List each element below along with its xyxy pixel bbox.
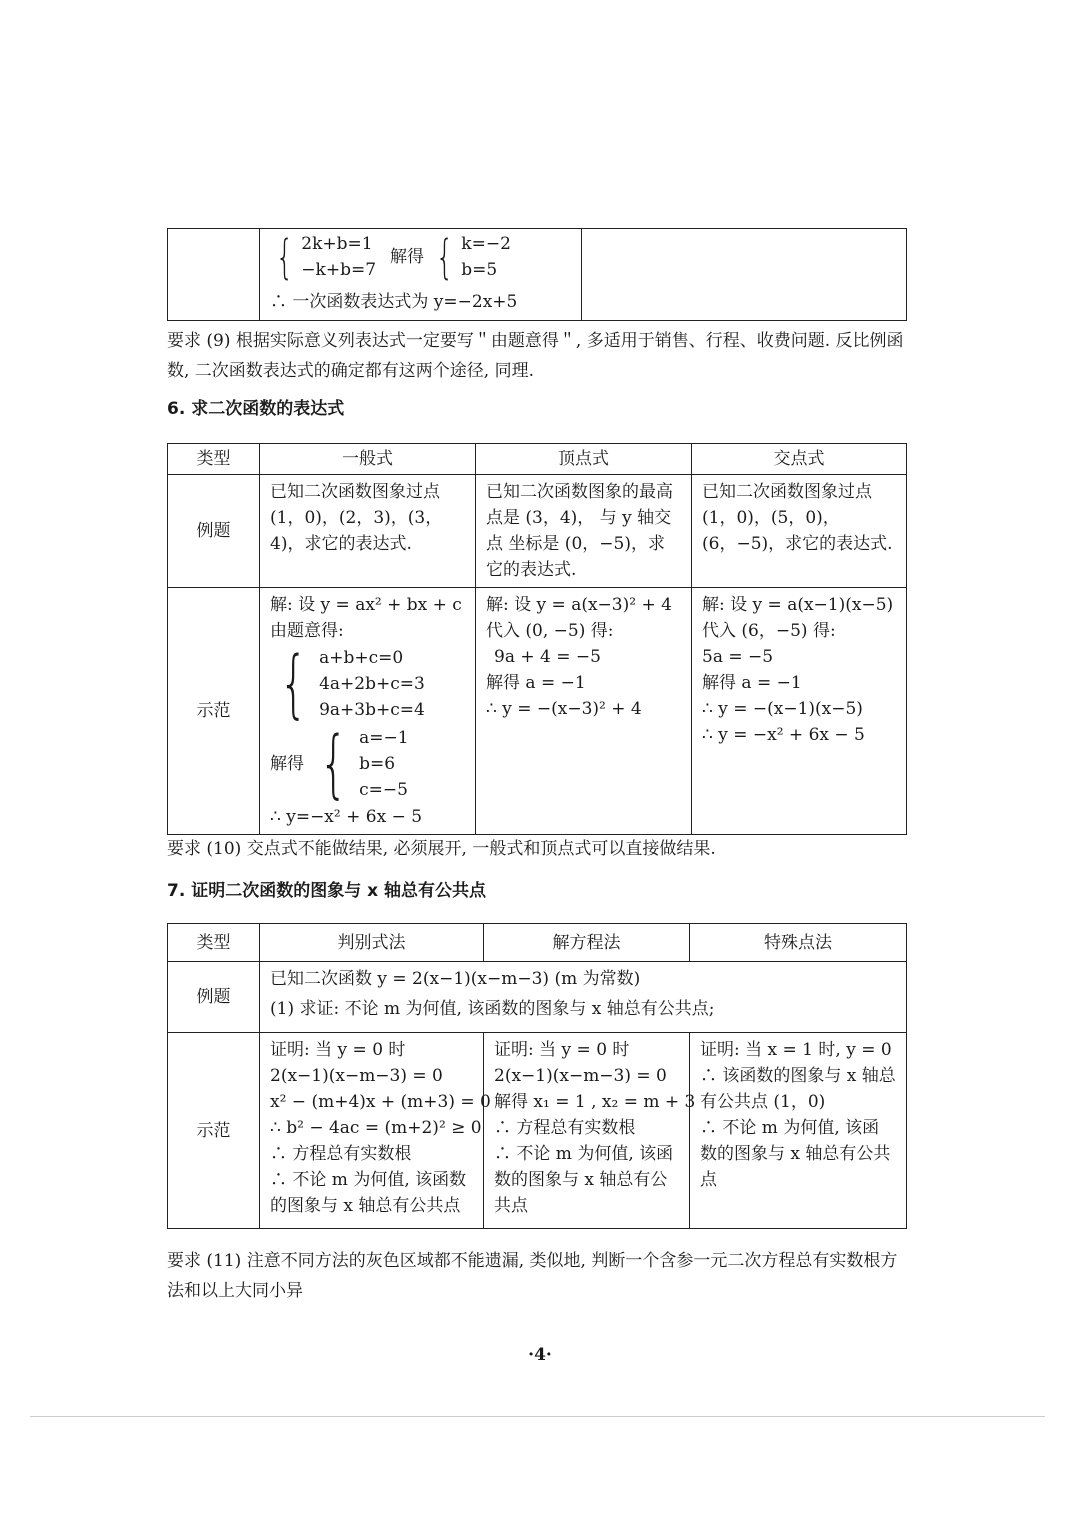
demo-solve-equation (484, 1033, 696, 1229)
header-general: 一般式 (260, 444, 476, 475)
solution-system (270, 721, 465, 807)
solution-cell (260, 229, 582, 321)
section-6-heading: 6. 求二次函数的表达式 (167, 399, 345, 419)
demo-line: 解: 设 y = a(x−1)(x−5) (702, 595, 894, 615)
empty-cell (168, 229, 260, 321)
page-number: ·4· (528, 1345, 552, 1365)
demo-line: 证明: 当 y = 0 时 (494, 1040, 630, 1060)
requirement-9: 要求 (9) 根据实际意义列表达式一定要写＂由题意得＂, 多适用于销售、行程、收费问题. 反比例函数, 二次函数表达式的确定都有这两个途径, 同理. (167, 331, 904, 381)
solution: b=6 (359, 754, 396, 774)
quadratic-expression-table (167, 443, 907, 835)
demo-line: 解: 设 y = ax² + bx + c (270, 595, 462, 615)
demo-line: 由题意得: (270, 621, 344, 641)
demo-line: ∴ y = −x² + 6x − 5 (702, 725, 865, 745)
equation-system (270, 231, 571, 283)
requirement-11: 要求 (11) 注意不同方法的灰色区域都不能遗漏, 类似地, 判断一个含参一元二次方程总有实数根方法和以上大同小异 (167, 1251, 898, 1301)
demo-line: 代入 (6，−5) 得: (702, 621, 836, 641)
left-brace: { (279, 641, 308, 727)
row-label-demo: 示范 (168, 588, 260, 835)
demo-general (260, 588, 476, 835)
equation-system (270, 641, 465, 727)
demo-line: ∴ 方程总有实数根 (270, 1144, 412, 1164)
header-special-point: 特殊点法 (690, 924, 907, 962)
solve-label: 解得 (270, 754, 304, 774)
requirement-10: 要求 (10) 交点式不能做结果, 必须展开, 一般式和顶点式可以直接做结果. (167, 839, 716, 859)
demo-line: 解得 a = −1 (702, 673, 802, 693)
demo-line: 5a = −5 (702, 647, 774, 667)
demo-line: 9a + 4 = −5 (494, 647, 601, 667)
left-brace: { (275, 230, 294, 284)
header-discriminant: 判别式法 (260, 924, 484, 962)
demo-line: 代入 (0, −5) 得: (486, 621, 614, 641)
example-line: 已知二次函数 y = 2(x−1)(x−m−3) (m 为常数) (270, 969, 641, 989)
demo-line: 解: 设 y = a(x−3)² + 4 (486, 595, 672, 615)
header-type: 类型 (168, 444, 260, 475)
demo-special-point (690, 1033, 907, 1229)
demo-line: ∴ 不论 m 为何值, 该函数的图象与 x 轴总有公共点 (494, 1144, 674, 1216)
solution: a=−1 (359, 728, 409, 748)
footer-divider (30, 1416, 1045, 1417)
demo-line: 解得 x₁ = 1 , x₂ = m + 3 (494, 1092, 696, 1112)
demo-line: 2(x−1)(x−m−3) = 0 (494, 1066, 667, 1086)
demo-line: 证明: 当 x = 1 时, y = 0 (700, 1040, 892, 1060)
demo-line: ∴ y=−x² + 6x − 5 (270, 807, 423, 827)
example-problem (260, 962, 907, 1033)
left-brace: { (435, 230, 454, 284)
demo-line: ∴ 不论 m 为何值, 该函数的图象与 x 轴总有公共点 (700, 1118, 891, 1190)
demo-line: 证明: 当 y = 0 时 (270, 1040, 406, 1060)
demo-intercept (692, 588, 907, 835)
empty-cell (582, 229, 907, 321)
header-solve-equation: 解方程法 (484, 924, 690, 962)
row-label-example: 例题 (168, 475, 260, 588)
demo-line: ∴ 不论 m 为何值, 该函数的图象与 x 轴总有公共点 (270, 1170, 467, 1216)
solution: k=−2 (461, 234, 511, 254)
example-line: (1) 求证: 不论 m 为何值, 该函数的图象与 x 轴总有公共点; (270, 999, 715, 1019)
equation: a+b+c=0 (319, 648, 404, 668)
demo-line: ∴ 方程总有实数根 (494, 1118, 636, 1138)
solution: b=5 (461, 260, 498, 280)
solution: c=−5 (359, 780, 408, 800)
equation: −k+b=7 (301, 260, 377, 280)
header-intercept: 交点式 (692, 444, 907, 475)
demo-line: ∴ 该函数的图象与 x 轴总有公共点 (1，0) (700, 1066, 896, 1112)
demo-discriminant (260, 1033, 491, 1229)
conclusion: ∴ 一次函数表达式为 y=−2x+5 (270, 292, 518, 312)
left-brace: { (319, 721, 348, 807)
example-intercept: 已知二次函数图象过点 (1，0)，(5，0)，(6，−5)，求它的表达式. (692, 475, 907, 588)
demo-line: 解得 a = −1 (486, 673, 586, 693)
demo-line: ∴ b² − 4ac = (m+2)² ≥ 0 (270, 1118, 482, 1138)
x-axis-intersection-table (167, 923, 907, 1229)
equation: 9a+3b+c=4 (319, 700, 425, 720)
header-type: 类型 (168, 924, 260, 962)
demo-line: ∴ y = −(x−3)² + 4 (486, 699, 642, 719)
row-label-example: 例题 (168, 962, 260, 1033)
demo-line: ∴ y = −(x−1)(x−5) (702, 699, 863, 719)
row-label-demo: 示范 (168, 1033, 260, 1229)
equation: 2k+b=1 (301, 234, 373, 254)
demo-line: 2(x−1)(x−m−3) = 0 (270, 1066, 443, 1086)
solve-label: 解得 (390, 247, 425, 267)
equation: 4a+2b+c=3 (319, 674, 425, 694)
continuation-table (167, 228, 907, 321)
example-general: 已知二次函数图象过点 (1，0)，(2，3)，(3，4)，求它的表达式. (260, 475, 476, 588)
demo-line: x² − (m+4)x + (m+3) = 0 (270, 1092, 491, 1112)
header-vertex: 顶点式 (476, 444, 692, 475)
example-vertex: 已知二次函数图象的最高点是 (3，4)， 与 y 轴交点 坐标是 (0，−5)，求它的表达式. (476, 475, 692, 588)
demo-vertex (476, 588, 692, 835)
section-7-heading: 7. 证明二次函数的图象与 x 轴总有公共点 (167, 881, 487, 901)
